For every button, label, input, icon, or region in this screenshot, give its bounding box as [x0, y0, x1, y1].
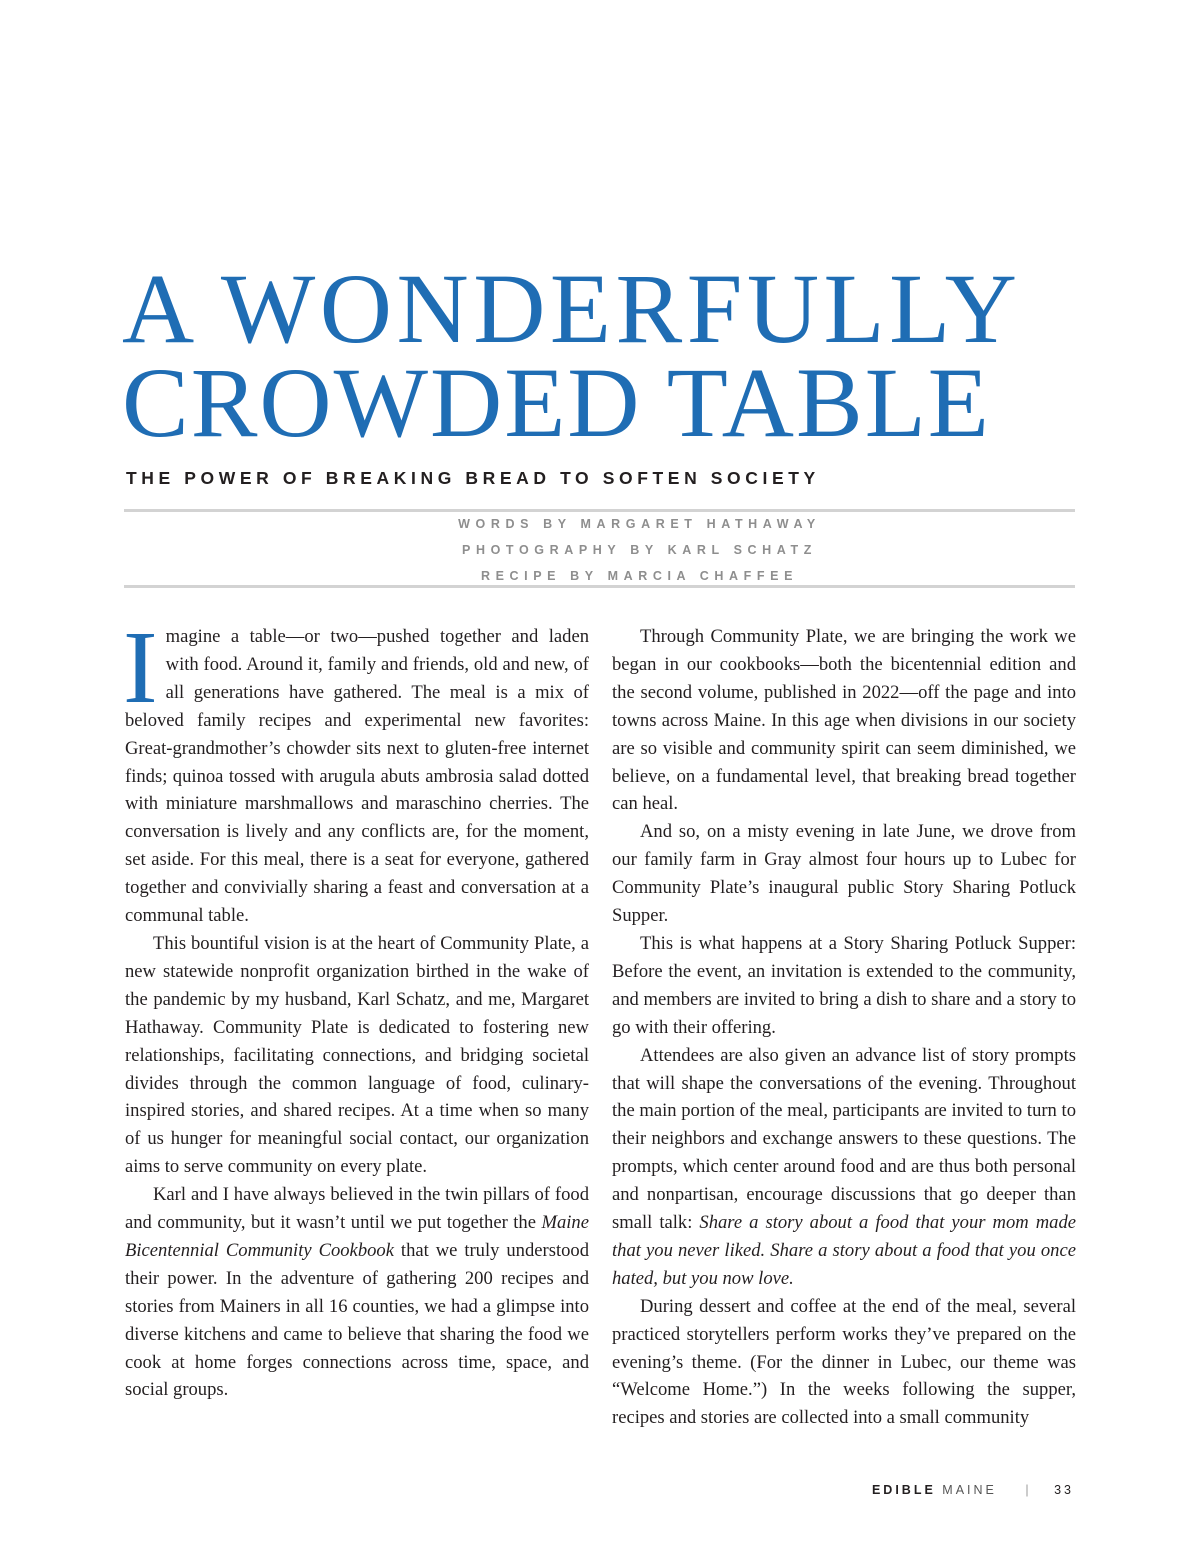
- words-credit: WORDS BY MARGARET HATHAWAY: [458, 517, 821, 531]
- credits-block: [124, 516, 1075, 594]
- paragraph-text: that we truly understood their power. In the adventure of gathering 200 recipes and stories from Mainers in all 16 counties, we had a glimpse into diverse kitchens and came to believe that sharing the food we cook at home forges connections across time, space, and social groups.: [125, 1239, 590, 1401]
- book-title: Maine Bicentennial Community Cookbook: [125, 1212, 589, 1261]
- body-paragraph: Through Community Plate, we are bringing the work we began in our cookbooks—both the bicentennial edition and the second volume, published in 2022—off the page and into towns across Maine. In this age when divisions in our society are so visible and community spirit can seem diminished, we believe, on a fundamental level, that breaking bread together can heal.: [612, 626, 1076, 815]
- top-rule: [124, 509, 1075, 512]
- body-column-left: [123, 610, 590, 1404]
- headline-line-1: A WONDERFULLY: [122, 253, 1022, 364]
- body-paragraph: [123, 610, 589, 930]
- body-paragraph: [125, 1181, 589, 1404]
- paragraph-text: Karl and I have always believed in the twin pillars of food and community, but it wasn’t until we put together the: [125, 1184, 589, 1234]
- story-prompts: Share a story about a food that your mom made that you never liked. Share a story about a food that you once hated, but you now love.: [612, 1212, 1076, 1289]
- page-folio: [872, 1483, 1074, 1497]
- headline-line-2: CROWDED TABLE: [122, 347, 991, 458]
- publication-name-light: MAINE: [942, 1483, 997, 1497]
- drop-cap: I: [123, 610, 158, 725]
- article-headline: [122, 253, 1082, 458]
- folio-separator: |: [1025, 1483, 1032, 1497]
- body-column-right: [612, 623, 1076, 1432]
- recipe-credit: RECIPE BY MARCIA CHAFFEE: [480, 569, 799, 583]
- body-paragraph: This bountiful vision is at the heart of Community Plate, a new statewide nonprofit organization birthed in the wake of the pandemic by my husband, Karl Schatz, and me, Margaret Hathaway. Community Plate is dedicated to fostering new relationships, facilitating connections, and bridging societal divides through the common language of food, culinary-inspired stories, and shared recipes. At a time when so many of us hunger for meaningful social contact, our organization aims to serve community on every plate.: [125, 932, 589, 1178]
- bottom-rule: [124, 585, 1075, 588]
- photography-credit: PHOTOGRAPHY BY KARL SCHATZ: [462, 543, 817, 557]
- body-paragraph: This is what happens at a Story Sharing Potluck Supper: Before the event, an invitation is extended to the community, and members are invited to bring a dish to share and a story to go with their offering.: [612, 932, 1076, 1038]
- body-paragraph: During dessert and coffee at the end of the meal, several practiced storytellers perform works they’ve prepared on the evening’s theme. (For the dinner in Lubec, our theme was “Welcome Home.”) In the weeks following the supper, recipes and stories are collected into a small community: [612, 1295, 1076, 1429]
- body-paragraph: And so, on a misty evening in late June, we drove from our family farm in Gray almost four hours up to Lubec for Community Plate’s inaugural public Story Sharing Potluck Supper.: [612, 821, 1076, 927]
- paragraph-text: magine a table—or two—pushed together and laden with food. Around it, family and friends, old and new, of all generations have gathered. The meal is a mix of beloved family recipes and experimental new favorites: Great-grandmother’s chowder sits next to gluten-free internet finds; quinoa tossed with arugula abuts ambrosia salad dotted with miniature marshmallows and maraschino cherries. The conversation is lively and any conflicts are, for the moment, set aside. For this meal, there is a seat for everyone, gathered together and convivially sharing a feast and conversation at a communal table.: [125, 626, 589, 927]
- body-paragraph: [612, 1042, 1076, 1293]
- page-number: 33: [1054, 1483, 1074, 1497]
- publication-name-bold: EDIBLE: [871, 1483, 936, 1497]
- paragraph-text: Attendees are also given an advance list of story prompts that will shape the conversations of the evening. Throughout the main portion of the meal, participants are invited to turn to their neighbors and exchange answers to these questions. The prompts, which center around food and are thus both personal and nonpartisan, encourage discussions that go deeper than small talk:: [612, 1044, 1076, 1234]
- article-subhead: THE POWER OF BREAKING BREAD TO SOFTEN SOCIETY: [126, 468, 820, 488]
